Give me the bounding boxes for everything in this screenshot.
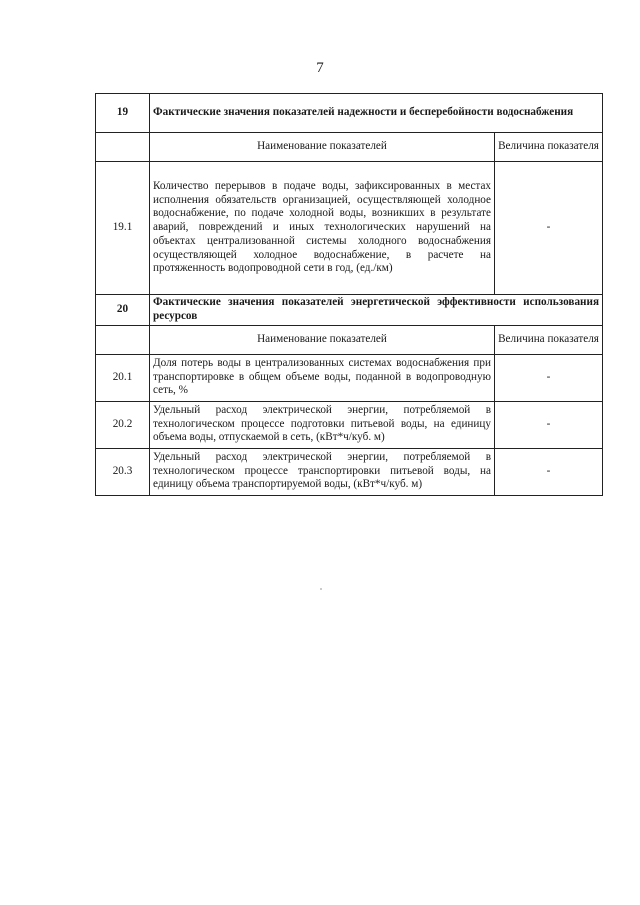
column-header-row [96, 133, 603, 162]
row-value: - [495, 354, 603, 401]
indicators-table [95, 93, 603, 496]
row-value: - [495, 448, 603, 495]
column-header-row [96, 325, 603, 354]
row-name: Удельный расход электрической энергии, потребляемой в технологическом процессе транспортировки питьевой воды, на единицу объема транспортируемой воды, (кВт*ч/куб. м) [150, 448, 495, 495]
section-title: Фактические значения показателей надежности и бесперебойности водоснабжения [150, 94, 603, 133]
row-number: 20.1 [96, 354, 150, 401]
row-name: Количество перерывов в подаче воды, зафиксированных в местах исполнения обязательств организацией, осуществляющей холодное водоснабжение, по подаче холодной воды, возникших в результате аварий, повреждений и иных технологических нарушений на объектах централизованной системы холодного водоснабжения осуществляющей холодное водоснабжение, в расчете на протяженность водопроводной сети в год, (ед./км) [150, 162, 495, 295]
page-number: 7 [316, 60, 324, 76]
row-value: - [495, 162, 603, 295]
section-header-row [96, 94, 603, 133]
column-header-value: Величина показателя [495, 325, 603, 354]
section-title: Фактические значения показателей энергетической эффективности использования ресурсов [150, 295, 603, 326]
row-number: 19.1 [96, 162, 150, 295]
empty-cell [96, 325, 150, 354]
section-number: 20 [96, 295, 150, 326]
table-row [96, 162, 603, 295]
section-header-row [96, 295, 603, 326]
row-name: Удельный расход электрической энергии, потребляемой в технологическом процессе подготовки питьевой воды, на единицу объема воды, отпускаемой в сеть, (кВт*ч/куб. м) [150, 401, 495, 448]
table-row [96, 401, 603, 448]
empty-cell [96, 133, 150, 162]
table-row [96, 354, 603, 401]
column-header-value: Величина показателя [495, 133, 603, 162]
row-number: 20.3 [96, 448, 150, 495]
scan-speck [320, 588, 322, 590]
column-header-name: Наименование показателей [150, 325, 495, 354]
row-value: - [495, 401, 603, 448]
row-name: Доля потерь воды в централизованных системах водоснабжения при транспортировке в общем объеме воды, поданной в водопроводную сеть, % [150, 354, 495, 401]
column-header-name: Наименование показателей [150, 133, 495, 162]
section-number: 19 [96, 94, 150, 133]
table-row [96, 448, 603, 495]
row-number: 20.2 [96, 401, 150, 448]
